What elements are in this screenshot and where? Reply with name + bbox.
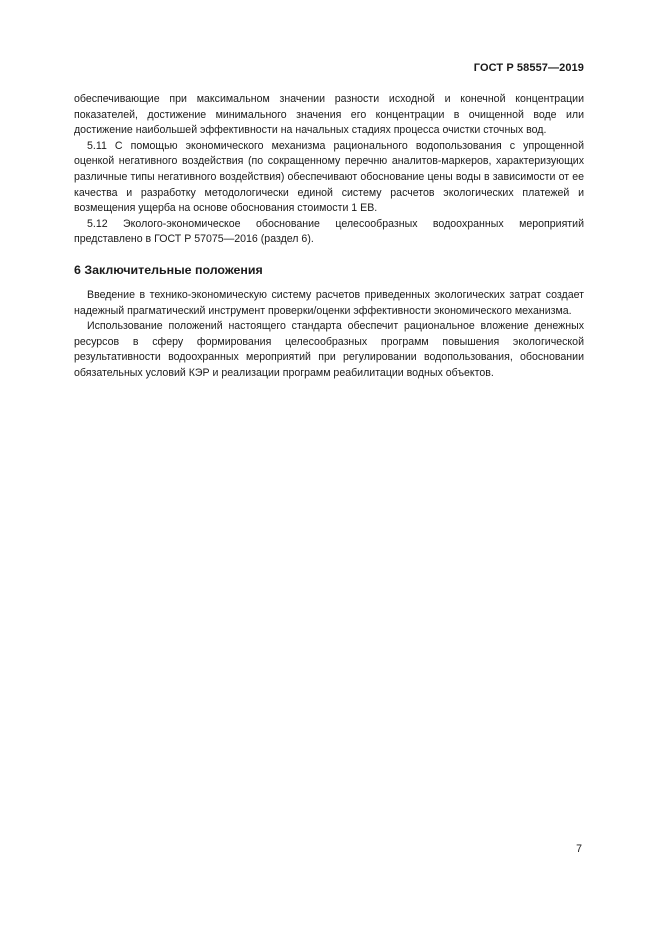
section-heading: 6 Заключительные положения <box>74 262 263 277</box>
section-paragraph-2: Использование положений настоящего стандарта обеспечит рациональное вложение денежных ресурсов в сферу формирования целесообразных программ повышения экологической результативности водоохранных мероприятий при регулировании водопользования, обосновании обязательных условий КЭР и реализации программ реабилитации водных объектов. <box>74 320 584 379</box>
paragraph-5-12: 5.12 Эколого-экономическое обоснование целесообразных водоохранных мероприятий представлено в ГОСТ Р 57075—2016 (раздел 6). <box>74 217 584 246</box>
paragraph-5-11: 5.11 С помощью экономического механизма рационального водопользования с упрощенной оценкой негативного воздействия (по сокращенному перечню аналитов-маркеров, характеризующих различные типы негативного воздействия) обеспечивают обоснование цены воды в зависимости от ее качества и разработку методологически единой систему расчетов экологических платежей и возмещения ущерба на основе обоснования стоимости 1 ЕВ. <box>74 139 584 215</box>
document-header-standard: ГОСТ Р 58557—2019 <box>473 62 584 74</box>
section-paragraph-1: Введение в технико-экономическую систему расчетов приведенных экологических затрат создает надежный прагматический инструмент проверки/оценки эффективности экономического механизма. <box>74 288 584 317</box>
page-number: 7 <box>576 843 582 855</box>
document-body <box>74 92 584 382</box>
paragraph-continuation: обеспечивающие при максимальном значении разности исходной и конечной концентрации показателей, достижение минимального значения его концентрации в очищенной воде или достижение наибольшей эффективности на начальных стадиях процесса очистки сточных вод. <box>74 93 584 137</box>
